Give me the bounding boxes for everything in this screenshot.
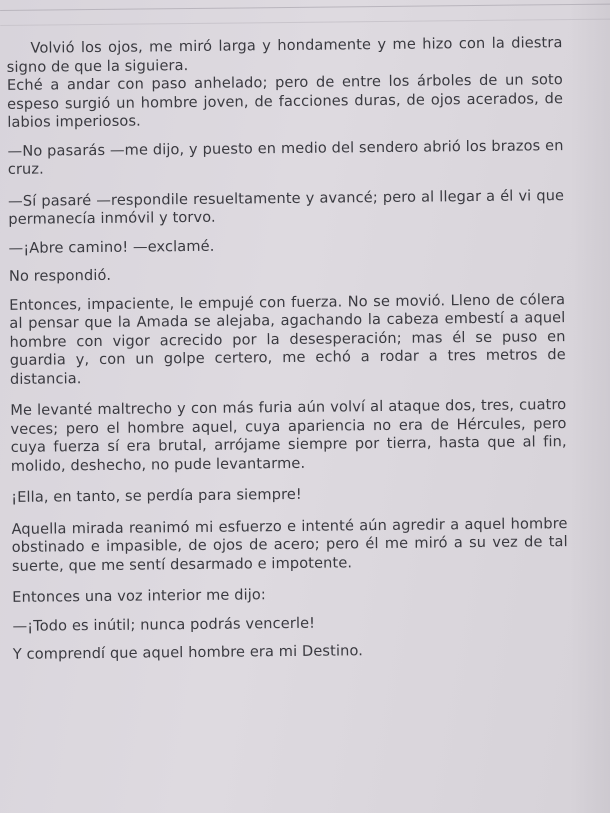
page-body	[6, 34, 569, 664]
paragraph-11: Entonces una voz interior me dijo:	[12, 586, 266, 606]
paragraph-9: ¡Ella, en tanto, se perdía para siempre!	[11, 485, 302, 506]
paragraph-10: Aquella mirada reanimó mi esfuerzo e intenté aún agredir a aquel hombre obstinado e impasible, de ojos de acero; pero él me miró a su vez de tal suerte, que me sentí desarmado e impotente.	[11, 514, 568, 575]
top-divider	[0, 4, 610, 11]
paragraph-6: No respondió.	[8, 266, 112, 285]
paragraph-1: Volvió los ojos, me miró larga y hondamente y me hizo con la diestra signo de que la siguiera.	[6, 34, 563, 76]
paragraph-7: Entonces, impaciente, le empujé con fuerza. No se movió. Lleno de cólera al pensar que la Amada se alejaba, agachando la cabeza embestí a aquel hombre con vigor acrecido por la desesperación; mas él se puso en guardia y, con un golpe certero, me echó a rodar a tres metros de distancia.	[9, 290, 566, 388]
paragraph-8: Me levanté maltrecho y con más furia aún volví al ataque dos, tres, cuatro veces; pero el hombre aquel, cuya apariencia no era de Hércules, pero cuya fuerza sí era brutal, arrójame siempre por tierra, hasta que al fin, molido, deshecho, no pude levantarme.	[10, 396, 567, 475]
top-divider-secondary	[0, 19, 610, 26]
paragraph-4: —Sí pasaré —respondile resueltamente y avancé; pero al llegar a él vi que permanecía inmóvil y torvo.	[8, 186, 565, 228]
paragraph-5: —¡Abre camino! —exclamé.	[8, 237, 215, 257]
paragraph-13: Y comprendí que aquel hombre era mi Destino.	[12, 642, 364, 663]
paragraph-12: —¡Todo es inútil; nunca podrás vencerle!	[12, 614, 316, 635]
paragraph-3: —No pasarás —me dijo, y puesto en medio del sendero abrió los brazos en cruz.	[7, 136, 564, 178]
paragraph-2: Eché a andar con paso anhelado; pero de entre los árboles de un soto espeso surgió un hombre joven, de facciones duras, de ojos acerados, de labios imperiosos.	[6, 71, 564, 131]
